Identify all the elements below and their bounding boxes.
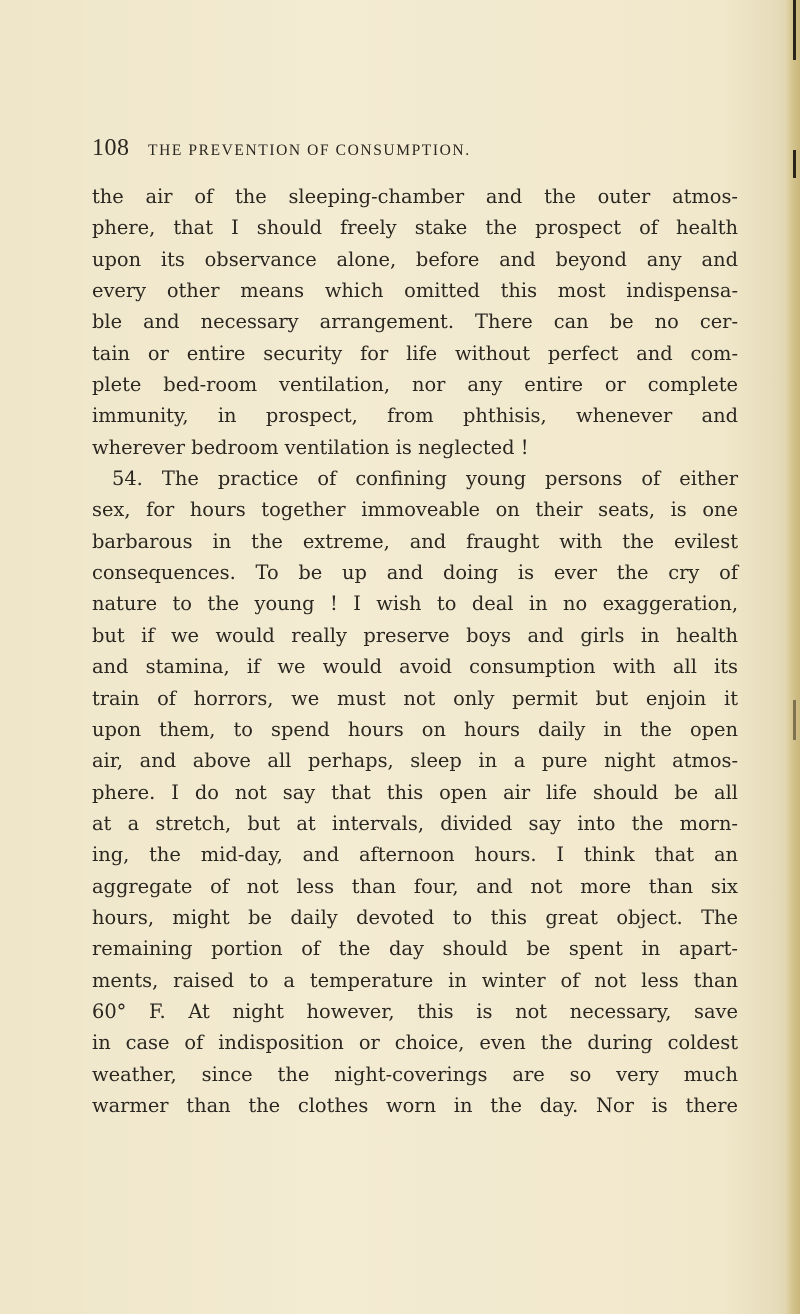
text-line: but if we would really preserve boys and girls in health: [92, 623, 738, 647]
text-line: weather, since the night-coverings are so very much: [92, 1062, 738, 1086]
text-line: sex, for hours together immoveable on their seats, is one: [92, 498, 738, 522]
page-edge-mark: [793, 150, 796, 178]
text-line: upon them, to spend hours on hours daily in the open: [92, 717, 738, 741]
text-line: plete bed-room ventilation, nor any entire or complete: [92, 373, 738, 397]
running-head: THE PREVENTION OF CONSUMPTION.: [148, 142, 471, 159]
text-line: air, and above all perhaps, sleep in a pure night atmos-: [92, 749, 738, 773]
paragraph-start-line: 54. The practice of confining young persons of either: [112, 467, 738, 491]
text-line: phere, that I should freely stake the prospect of health: [92, 216, 738, 240]
body-text: [92, 181, 738, 1121]
text-line: the air of the sleeping-chamber and the outer atmos-: [92, 185, 738, 208]
text-line: barbarous in the extreme, and fraught with the evilest: [92, 529, 738, 553]
text-line: ing, the mid-day, and afternoon hours. I think that an: [92, 843, 738, 867]
text-line: upon its observance alone, before and beyond any and: [92, 247, 738, 271]
text-line: nature to the young ! I wish to deal in no exaggeration,: [92, 592, 738, 616]
page-number: 108: [92, 135, 130, 161]
text-line: at a stretch, but at intervals, divided say into the morn-: [92, 811, 738, 835]
page-header: [92, 135, 732, 169]
text-line: 60° F. At night however, this is not necessary, save: [92, 999, 738, 1023]
page-edge: [786, 0, 800, 1314]
text-line: in case of indisposition or choice, even the during coldest: [92, 1031, 738, 1055]
text-line: ments, raised to a temperature in winter of not less than: [92, 968, 738, 992]
text-line: ble and necessary arrangement. There can be no cer-: [92, 310, 738, 334]
text-line: remaining portion of the day should be spent in apart-: [92, 937, 738, 961]
text-line: aggregate of not less than four, and not more than six: [92, 874, 738, 898]
text-line: consequences. To be up and doing is ever the cry of: [92, 561, 738, 585]
text-line: train of horrors, we must not only permit but enjoin it: [92, 686, 738, 710]
text-line: wherever bedroom ventilation is neglected !: [92, 435, 529, 459]
text-line: every other means which omitted this most indispensa-: [92, 279, 738, 303]
text-line: immunity, in prospect, from phthisis, whenever and: [92, 404, 738, 428]
text-line: phere. I do not say that this open air life should be all: [92, 780, 738, 804]
text-line: tain or entire security for life without perfect and com-: [92, 341, 738, 365]
text-line: warmer than the clothes worn in the day. Nor is there: [92, 1093, 738, 1117]
text-line: and stamina, if we would avoid consumption with all its: [92, 655, 738, 679]
page-edge-mark: [793, 0, 796, 60]
text-line: hours, might be daily devoted to this great object. The: [92, 905, 738, 929]
page-edge-mark: [793, 700, 796, 740]
